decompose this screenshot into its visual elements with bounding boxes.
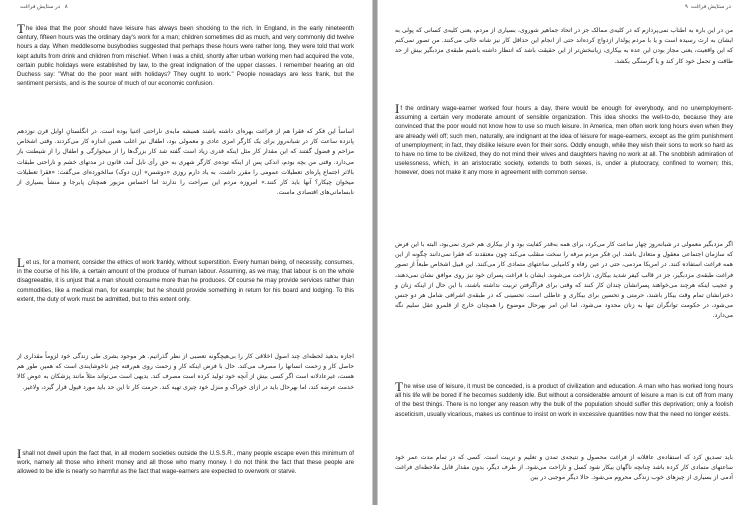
persian-paragraph: اجازه بدهید لحظه‌ای چند اصول اخلاقی کار را بی‌هیچگونه تعصبی از نظر گذرانیم. هر موجود بشری طی زندگی خود لزوماً مقداری از حاصل کار و زحمت انسانها را مصرف می‌کند. حال با فرض اینکه کار و زحمت روی هم‌رفته چیز ناخوشایندی است که همین طور هم هست، غیرعادلانه است اگر کسی بیش از آنچه خود تولید کرده است مصرف کند. بدیهی است می‌تواند مثلاً مانند پزشکان به عوض کالا خدمت عرضه کند، اما بهرحال باید در ازای خوراک و منزل خود چیزی تهیه کند. حرمت کار تا این حد باید مورد قبول قرار گیرد، ولاغیر. (17, 353, 354, 391)
persian-paragraph: باید تصدیق کرد که استفاده‌ی عاقلانه از فراغت محصول و نتیجه‌ی تمدن و تعلیم و تربیت است. کسی که در تمام مدت عمر خود ساعتهای متمادی کار کرده باشد چنانچه ناگهان بیکار شود کسل و ناراحت می‌شود. از طرف دیگر، بدون مقدار قابل ملاحظه‌ای فراغت آدمی از بسیاری از چیزهای خوب زندگی محروم می‌شود. حالا دیگر موجبی در بین (395, 454, 733, 482)
paragraph-text: f the ordinary wage-earner worked four hours a day, there would be enough for everybody, and no unemployment-assuming a certain very moderate amount of sensible organization. This idea shocks the well-to-do, because they are convinced that the poor would not know how to use so much leisure. In America, men often work long hours even when they are already well off; such men, naturally, are indignant at the idea of leisure for wage-earners, except as the grim punishment of unemployment; in fact, they dislike leisure even for their sons. Oddly enough, while they wish their sons to work so hard as to have no time to be civilized, they do not mind their wives and daughters having no work at all. The snobbish admiration of uselessness, which, in an aristocratic society, extends to both sexes, is, under a plutocracy, confined to women; this, however, does not make it any more in agreement with common sense. (395, 105, 733, 177)
persian-paragraph: اساساً این فکر که فقرا هم از فراغت بهره‌ای داشته باشند همیشه مایه‌ی ناراحتی اغنیا بوده است. در انگلستانِ اوایل قرن نوزدهم پانزده ساعت کار در شبانه‌روز برای یک کارگر امری عادی و معمولی بود، اطفال نیز اغلب همین اندازه کار می‌کردند. وقتی اشخاص مزاحم و فضول گفتند که این مقدار کار مثل اینکه قدری زیاد است گفته شد کار بزرگ‌ها را از میخوارگی و اطفال را از شیطنت باز می‌دارد. وقتی من بچه بودم، اندکی پس از اینکه توده‌ی کارگر شهری به حق رأی نایل آمد، قانون در مدتهای خشم و ناراحتی طبقات بالاتر اجتماع پاره‌ای تعطیلات عمومی را مقرر داشت. به یاد دارم روزی «دوشس» (زن دوک) سالخورده‌ای می‌گفت: «فقرا تعطیلات میخوان چیکار؟ آنها باید کار کنند.» امروزه مردم این صراحت را ندارند اما احساس مزبور همچنان پابرجا و منشأ بسیاری از نابسامانی‌های اقتصادی ماست. (17, 128, 354, 197)
english-paragraph (395, 379, 733, 419)
drop-cap: I (395, 101, 400, 116)
right-page-header: در ستایش فراغت ۹ (684, 4, 731, 10)
english-paragraph (17, 446, 354, 477)
drop-cap: I (17, 446, 22, 461)
english-paragraph (395, 101, 733, 178)
drop-cap: L (17, 255, 25, 270)
paragraph-text: shall not dwell upon the fact that, in all modern societies outside the U.S.S.R., many people escape even this minimum of work, namely all those who inherit money and all those who marry money. I do not think the fact that these people are allowed to be idle is nearly so harmful as the fact that wage-earners are expected to overwork or starve. (17, 450, 354, 476)
paragraph-text: et us, for a moment, consider the ethics of work frankly, without superstition. Every human being, of necessity, consumes, in the course of his life, a certain amount of the produce of human labour. Assuming, as we may, that labour is on the whole disagreeable, it is unjust that a man should consume more than he produces. Of course he may provide services rather than commodities, like a medical man, for example; but he should provide something in return for his board and lodging. To this extent, the duty of work must be admitted, but to this extent only. (17, 259, 354, 303)
english-paragraph (17, 21, 354, 88)
persian-paragraph: من در این باره به اطناب نمی‌پردازم که در کلیه‌ی ممالک جز در اتحاد جماهیر شوروی، بسیاری از مردم، یعنی کلیه‌ی کسانی که پولی به ایشان به ارث رسیده است و یا با مردم پولدار ازدواج کرده‌اند حتی از انجام این حداقل کار نیز شانه خالی می‌کنند. من تصور نمی‌کنم که این واقعیت، یعنی مجاز بودن این عده به بیکاری، زیانبخش‌تر از این حقیقت باشد که انتظار داشته باشیم طبقه‌ی مزدبگیر بیش از حد طاقت و تحمل خود کار کند و یا گرسنگی بکشد. (395, 27, 733, 65)
paragraph-text: he wise use of leisure, it must be conceded, is a product of civilization and education. A man who has worked long hours all his life will be bored if he becomes suddenly idle. But without a considerable amount of leisure a man is cut off from many of the best things. There is no longer any reason why the bulk of the population should suffer this deprivation; only a foolish asceticism, usually vicarious, makes us continue to insist on work in excessive quantities now that the need no longer exists. (395, 383, 733, 418)
left-page (0, 0, 373, 505)
left-page-header: ۸ در ستایش فراغت (20, 4, 68, 10)
english-paragraph (17, 255, 354, 304)
drop-cap: T (17, 21, 25, 36)
paragraph-text: he idea that the poor should have leisure has always been shocking to the rich. In England, in the early nineteenth century, fifteen hours was the ordinary day's work for a man; children sometimes did as much, and very commonly did twelve hours a day. When meddlesome busybodies suggested that perhaps these hours were rather long, they were told that work kept adults from drink and children from mischief. When I was a child, shortly after urban working men had acquired the vote, certain public holidays were established by law, to the great indignation of the upper classes. I remember hearing an old Duchess say: "What do the poor want with holidays? They ought to work." People nowadays are less frank, but the sentiment persists, and is the source of much of our economic confusion. (17, 25, 354, 88)
right-page (377, 0, 751, 505)
drop-cap: T (395, 379, 403, 394)
persian-paragraph: اگر مزدبگیر معمولی در شبانه‌روز چهار ساعت کار می‌کرد، برای همه به‌قدر کفایت بود و از بیکاری هم خبری نمی‌بود، البته با این فرض که سازمان اجتماعی معقول و متعادل باشد. این فکر مردم مرفه را سخت منقلب می‌کند چون معتقدند که فقرا نمی‌دانند چگونه از این همه فراغت استفاده کنند. در امریکا مردمی، حتی در عین رفاه و کامیابی ساعتهای متمادی کار می‌کنند. این قبیل اشخاص طبعاً از تصور فراغت طبقه‌ی مزدبگیر، جز در قالب کیفر شدید بیکاری، ناراحت می‌شوند. ایشان با فراغت پسران خود نیز روی موافق نشان نمی‌دهند، و عجیب اینکه هرچند می‌خواهند پسرانشان چندان کار کنند که وقتی برای فراگرفتن تربیت نداشته باشند، با این حال از اینکه زنان و دخترانشان تمام وقت بیکار باشند، حرمتی و تحسین برای بیکاری و عاطلی است. تحسینی که در طبقه‌ی اشرافی شامل هر دو جنس می‌شود، در حکومت توانگران تنها به زنان محدود می‌شود، اما این امر بهرحال موضوع را همچنان خارج از قلمرو عقل سلیم نگه می‌دارد. (395, 241, 733, 320)
